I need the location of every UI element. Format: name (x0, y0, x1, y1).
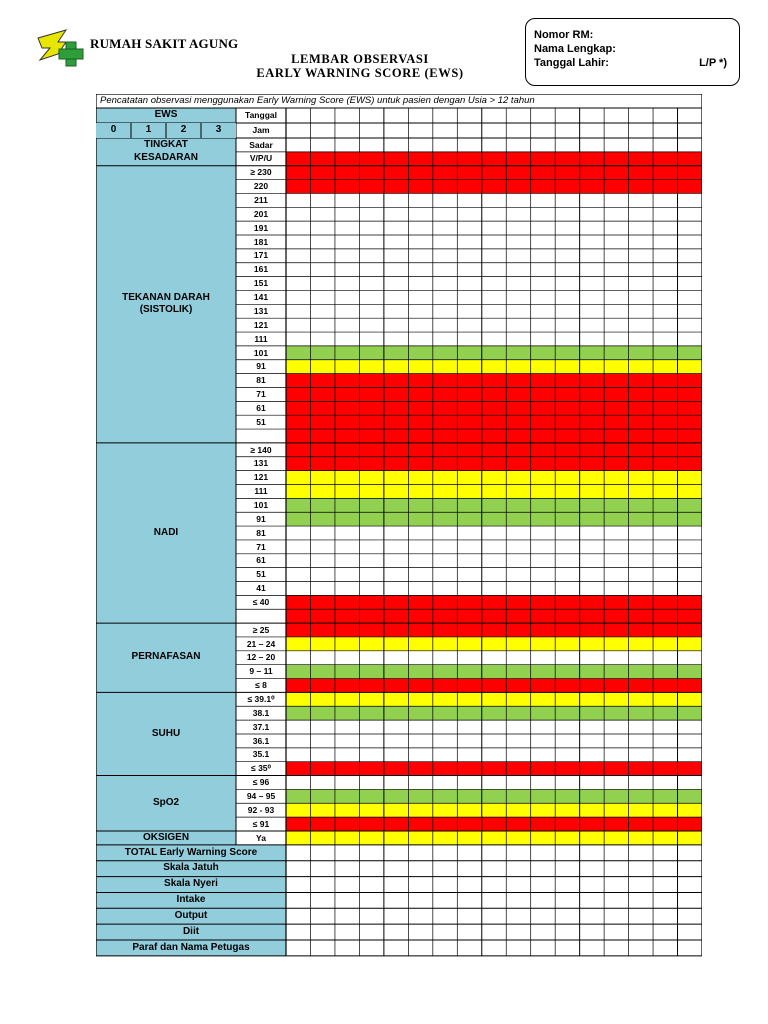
row-label: 61 (256, 402, 266, 413)
row-label: 111 (254, 486, 268, 497)
row-label: ≤ 39.1⁰ (247, 694, 275, 704)
row-label: 171 (253, 250, 269, 261)
score-header-3: 3 (215, 124, 222, 136)
row-label: ≤ 35⁰ (251, 763, 271, 774)
row-band-14 (286, 332, 702, 346)
row-band-18 (286, 387, 702, 401)
row-band-38 (286, 665, 702, 679)
row-label: 21 – 24 (246, 638, 276, 649)
row-band-5 (286, 207, 702, 221)
group-label: PERNAFASAN (131, 651, 201, 663)
row-label: 91 (256, 513, 266, 524)
form-subtitle: EARLY WARNING SCORE (EWS) (256, 66, 464, 80)
score-header-1: 1 (145, 124, 152, 136)
row-band-49 (286, 817, 702, 831)
row-band-42 (286, 720, 702, 734)
row-label: 101 (253, 499, 269, 510)
row-label: 81 (256, 527, 266, 538)
footer-row-label: Diit (182, 925, 200, 937)
row-label: 131 (253, 305, 269, 316)
row-band-1 (286, 152, 702, 166)
row-band-9 (286, 263, 702, 277)
row-band-41 (286, 706, 702, 720)
row-label: 181 (253, 236, 269, 247)
row-band-17 (286, 374, 702, 388)
row-label: 131 (253, 458, 269, 469)
group-label: TEKANAN DARAH (SISTOLIK) (122, 291, 210, 316)
row-band-37 (286, 651, 702, 665)
row-label: Ya (256, 832, 266, 843)
row-label: 91 (256, 361, 266, 372)
row-band-7 (286, 235, 702, 249)
row-label: 220 (253, 181, 269, 192)
row-label: 71 (256, 541, 266, 552)
row-label: 101 (253, 347, 269, 358)
row-band-47 (286, 789, 702, 803)
hospital-logo (36, 28, 92, 68)
row-label: V/P/U (249, 153, 273, 164)
gender-label: L/P *) (699, 57, 727, 69)
row-label: ≥ 230 (250, 167, 272, 178)
row-band-45 (286, 762, 702, 776)
row-band-0 (286, 138, 702, 152)
row-band-25 (286, 485, 702, 499)
row-label: 38.1 (252, 707, 270, 718)
row-label: 94 – 95 (246, 791, 276, 802)
row-label: ≥ 140 (250, 444, 272, 455)
row-band-2 (286, 166, 702, 180)
group-label: OKSIGEN (142, 831, 190, 843)
row-label: 211 (254, 195, 268, 206)
row-band-33 (286, 595, 702, 609)
group-label: TINGKAT KESADARAN (134, 139, 198, 163)
row-band-15 (286, 346, 702, 360)
row-label: 121 (253, 319, 269, 330)
row-label: 161 (253, 264, 269, 275)
row-band-3 (286, 180, 702, 194)
row-band-32 (286, 582, 702, 596)
row-label: ≤ 40 (252, 596, 270, 607)
row-band-20 (286, 415, 702, 429)
footer-row-label: TOTAL Early Warning Score (124, 846, 258, 858)
row-label: ≤ 8 (255, 680, 267, 691)
row-band-44 (286, 748, 702, 762)
row-label: 36.1 (252, 735, 270, 746)
row-band-10 (286, 277, 702, 291)
row-label: 12 – 20 (246, 652, 276, 663)
row-band-6 (286, 221, 702, 235)
full-name-label: Nama Lengkap: (534, 43, 616, 55)
row-label: ≤ 96 (252, 777, 270, 788)
score-header-0: 0 (110, 124, 117, 136)
row-label: ≤ 91 (252, 818, 270, 829)
date-header: Tanggal (245, 110, 277, 121)
footer-row-label: Skala Nyeri (164, 878, 218, 890)
row-band-34 (286, 609, 702, 623)
row-label: 51 (256, 416, 266, 427)
instruction-note: Pencatatan observasi menggunakan Early Warning Score (EWS) untuk pasien dengan Usia > 12 tahun (100, 95, 535, 106)
row-band-12 (286, 304, 702, 318)
footer-row-label: Output (174, 909, 208, 921)
row-band-40 (286, 692, 702, 706)
row-band-46 (286, 776, 702, 790)
row-band-19 (286, 401, 702, 415)
row-label: 81 (256, 375, 266, 386)
row-label: 151 (253, 278, 269, 289)
row-label: 35.1 (252, 749, 270, 760)
row-band-8 (286, 249, 702, 263)
row-band-31 (286, 568, 702, 582)
birth-date-label: Tanggal Lahir: (534, 57, 609, 69)
row-label: 41 (256, 583, 266, 594)
patient-info-box (525, 18, 740, 86)
row-band-4 (286, 193, 702, 207)
row-label: 111 (254, 333, 268, 344)
row-label: Sadar (249, 139, 273, 150)
group-label: SUHU (151, 727, 181, 739)
row-label: 201 (253, 208, 269, 219)
row-label: 71 (256, 389, 266, 400)
row-band-27 (286, 512, 702, 526)
row-label: 37.1 (252, 721, 270, 732)
ews-header: EWS (154, 109, 178, 121)
row-band-50 (286, 831, 702, 845)
row-band-24 (286, 471, 702, 485)
row-band-28 (286, 526, 702, 540)
row-label: 191 (253, 222, 269, 233)
row-band-16 (286, 360, 702, 374)
footer-row-label: Skala Jatuh (163, 862, 219, 874)
footer-row-label: Paraf dan Nama Petugas (132, 941, 250, 953)
time-header: Jam (252, 125, 270, 136)
row-band-29 (286, 540, 702, 554)
row-label: ≥ 25 (252, 624, 270, 635)
row-band-48 (286, 803, 702, 817)
row-band-26 (286, 498, 702, 512)
medical-record-number-label: Nomor RM: (534, 29, 594, 41)
row-band-21 (286, 429, 702, 443)
group-label: NADI (153, 526, 179, 538)
row-label: 141 (253, 292, 269, 303)
footer-row-label: Intake (176, 894, 206, 906)
row-band-11 (286, 290, 702, 304)
row-label: 51 (256, 569, 266, 580)
row-band-35 (286, 623, 702, 637)
row-band-39 (286, 679, 702, 693)
row-band-36 (286, 637, 702, 651)
hospital-name: RUMAH SAKIT AGUNG (90, 36, 239, 51)
row-label: 9 – 11 (249, 666, 273, 677)
row-band-13 (286, 318, 702, 332)
row-band-43 (286, 734, 702, 748)
score-header-2: 2 (180, 124, 187, 136)
row-band-30 (286, 554, 702, 568)
ews-observation-sheet (96, 94, 702, 972)
row-label: 61 (256, 555, 266, 566)
row-band-23 (286, 457, 702, 471)
row-label: 92 - 93 (247, 804, 275, 815)
row-band-22 (286, 443, 702, 457)
row-label: 121 (253, 472, 269, 483)
group-label: SpO2 (152, 797, 180, 809)
form-title: LEMBAR OBSERVASI (291, 52, 429, 66)
